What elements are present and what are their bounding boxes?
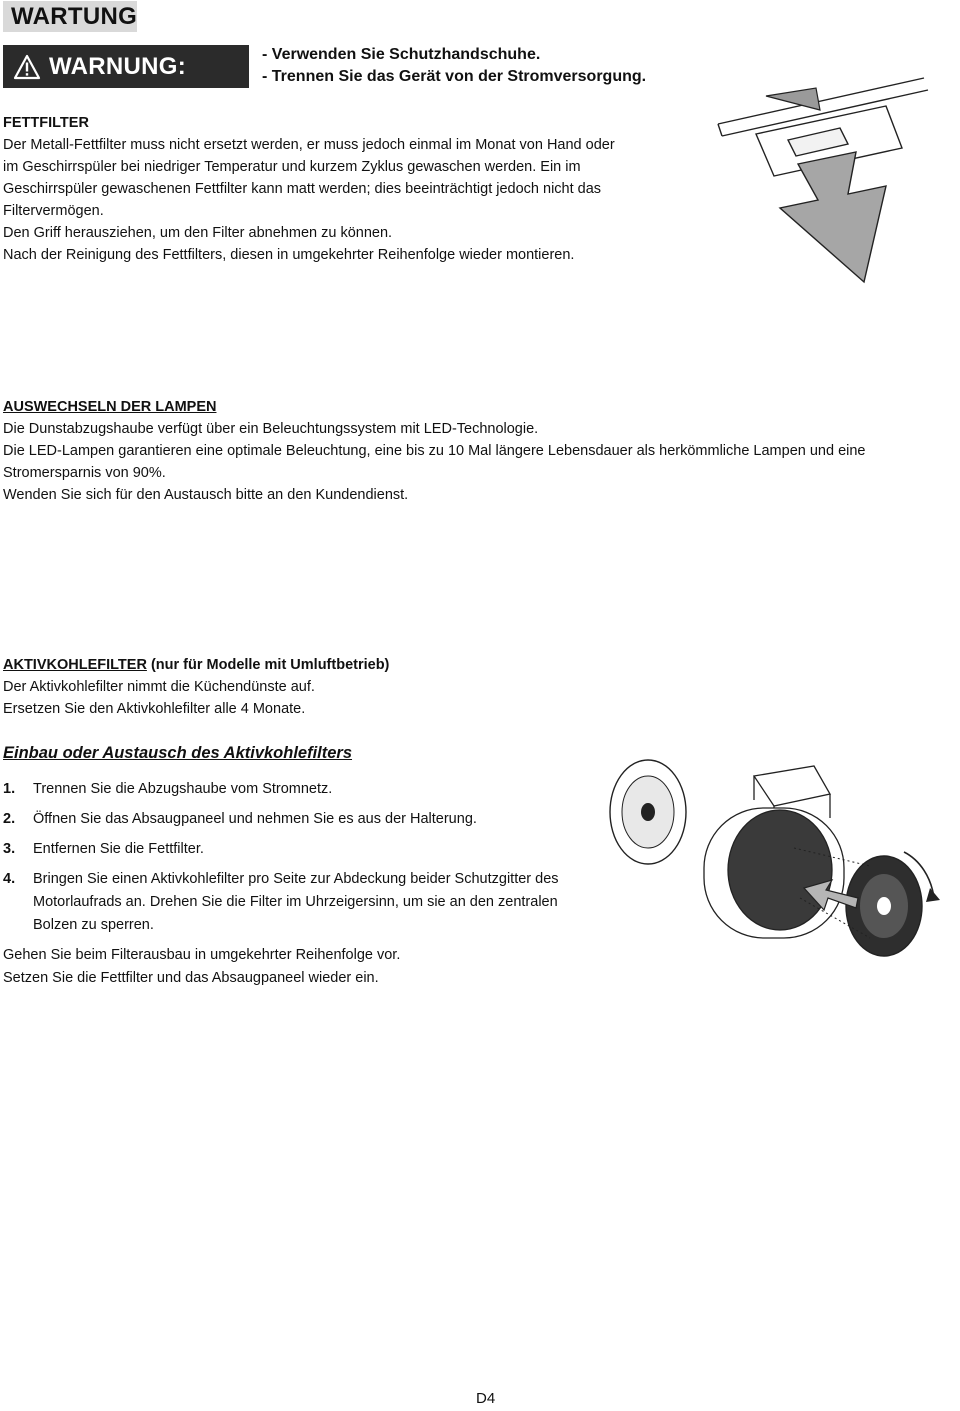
right-filter-disc bbox=[846, 852, 940, 956]
warning-line: - Trennen Sie das Gerät von der Stromversorgung. bbox=[262, 68, 647, 85]
lampen-paragraph: Die LED-Lampen garantieren eine optimale Beleuchtung, eine bis zu 10 Mal längere Lebensdauer als herkömmliche Lampen und eine Stromersparnis von 90%. bbox=[3, 443, 866, 481]
installation-steps bbox=[3, 778, 593, 944]
closing-notes bbox=[3, 944, 400, 990]
page-number: D4 bbox=[476, 1390, 496, 1407]
fettfilter-paragraph: Nach der Reinigung des Fettfilters, diesen in umgekehrter Reihenfolge wieder montieren. bbox=[3, 247, 575, 263]
warning-line: - Verwenden Sie Schutzhandschuhe. bbox=[262, 46, 541, 63]
fettfilter-heading: FETTFILTER bbox=[3, 115, 89, 131]
fettfilter-paragraph: Der Metall-Fettfilter muss nicht ersetzt werden, er muss jedoch einmal im Monat von Hand oder im Geschirrspüler bei niedriger Temperatur und kurzem Zyklus gewaschen werden. Ein im Geschirrspüler gewaschenen Fettfilter kann matt werden; dies beeinträchtigt jedoch nicht das Filtervermögen. bbox=[3, 137, 615, 219]
grease-filter-removal-illustration bbox=[716, 76, 960, 286]
warning-triangle-icon bbox=[13, 54, 41, 80]
aktivkohle-heading bbox=[3, 654, 593, 676]
lampen-paragraph: Die Dunstabzugshaube verfügt über ein Beleuchtungssystem mit LED-Technologie. bbox=[3, 421, 539, 437]
closing-paragraph: Gehen Sie beim Filterausbau in umgekehrter Reihenfolge vor. bbox=[3, 947, 401, 963]
step-number: 3. bbox=[3, 841, 16, 857]
step-number: 1. bbox=[3, 781, 16, 797]
lampen-heading: AUSWECHSELN DER LAMPEN bbox=[3, 399, 217, 415]
step-number: 2. bbox=[3, 811, 16, 827]
aktivkohle-section bbox=[3, 654, 593, 764]
fettfilter-section bbox=[3, 112, 623, 266]
step-item bbox=[3, 868, 593, 937]
warning-label: WARNUNG: bbox=[49, 52, 187, 80]
carbon-filter-installation-illustration bbox=[604, 748, 954, 970]
lampen-section bbox=[3, 396, 958, 506]
step-item bbox=[3, 778, 593, 801]
closing-paragraph: Setzen Sie die Fettfilter und das Absaugpaneel wieder ein. bbox=[3, 970, 379, 986]
page-title: WARTUNG bbox=[3, 1, 137, 32]
aktivkohle-heading-main: AKTIVKOHLEFILTER bbox=[3, 657, 147, 673]
step-text: Öffnen Sie das Absaugpaneel und nehmen Sie es aus der Halterung. bbox=[33, 811, 477, 827]
aktivkohle-subheading: Einbau oder Austausch des Aktivkohlefilters bbox=[3, 744, 353, 762]
left-filter-disc bbox=[610, 760, 686, 864]
aktivkohle-paragraph: Ersetzen Sie den Aktivkohlefilter alle 4 Monate. bbox=[3, 701, 306, 717]
aktivkohle-heading-suffix: (nur für Modelle mit Umluftbetrieb) bbox=[146, 657, 390, 673]
step-number: 4. bbox=[3, 871, 16, 887]
fettfilter-paragraph: Den Griff herausziehen, um den Filter abnehmen zu können. bbox=[3, 225, 393, 241]
warning-list bbox=[262, 44, 646, 88]
step-text: Entfernen Sie die Fettfilter. bbox=[33, 841, 204, 857]
step-item bbox=[3, 808, 593, 831]
aktivkohle-paragraph: Der Aktivkohlefilter nimmt die Küchendünste auf. bbox=[3, 679, 315, 695]
step-text: Trennen Sie die Abzugshaube vom Stromnetz. bbox=[33, 781, 333, 797]
step-item bbox=[3, 838, 593, 861]
step-text: Bringen Sie einen Aktivkohlefilter pro Seite zur Abdeckung beider Schutzgitter des Motorlaufrads an. Drehen Sie die Filter im Uhrzeigersinn, um sie an den zentralen Bolzen zu sperren. bbox=[33, 871, 559, 933]
lampen-paragraph: Wenden Sie sich für den Austausch bitte an den Kundendienst. bbox=[3, 487, 409, 503]
warning-box bbox=[3, 45, 249, 88]
